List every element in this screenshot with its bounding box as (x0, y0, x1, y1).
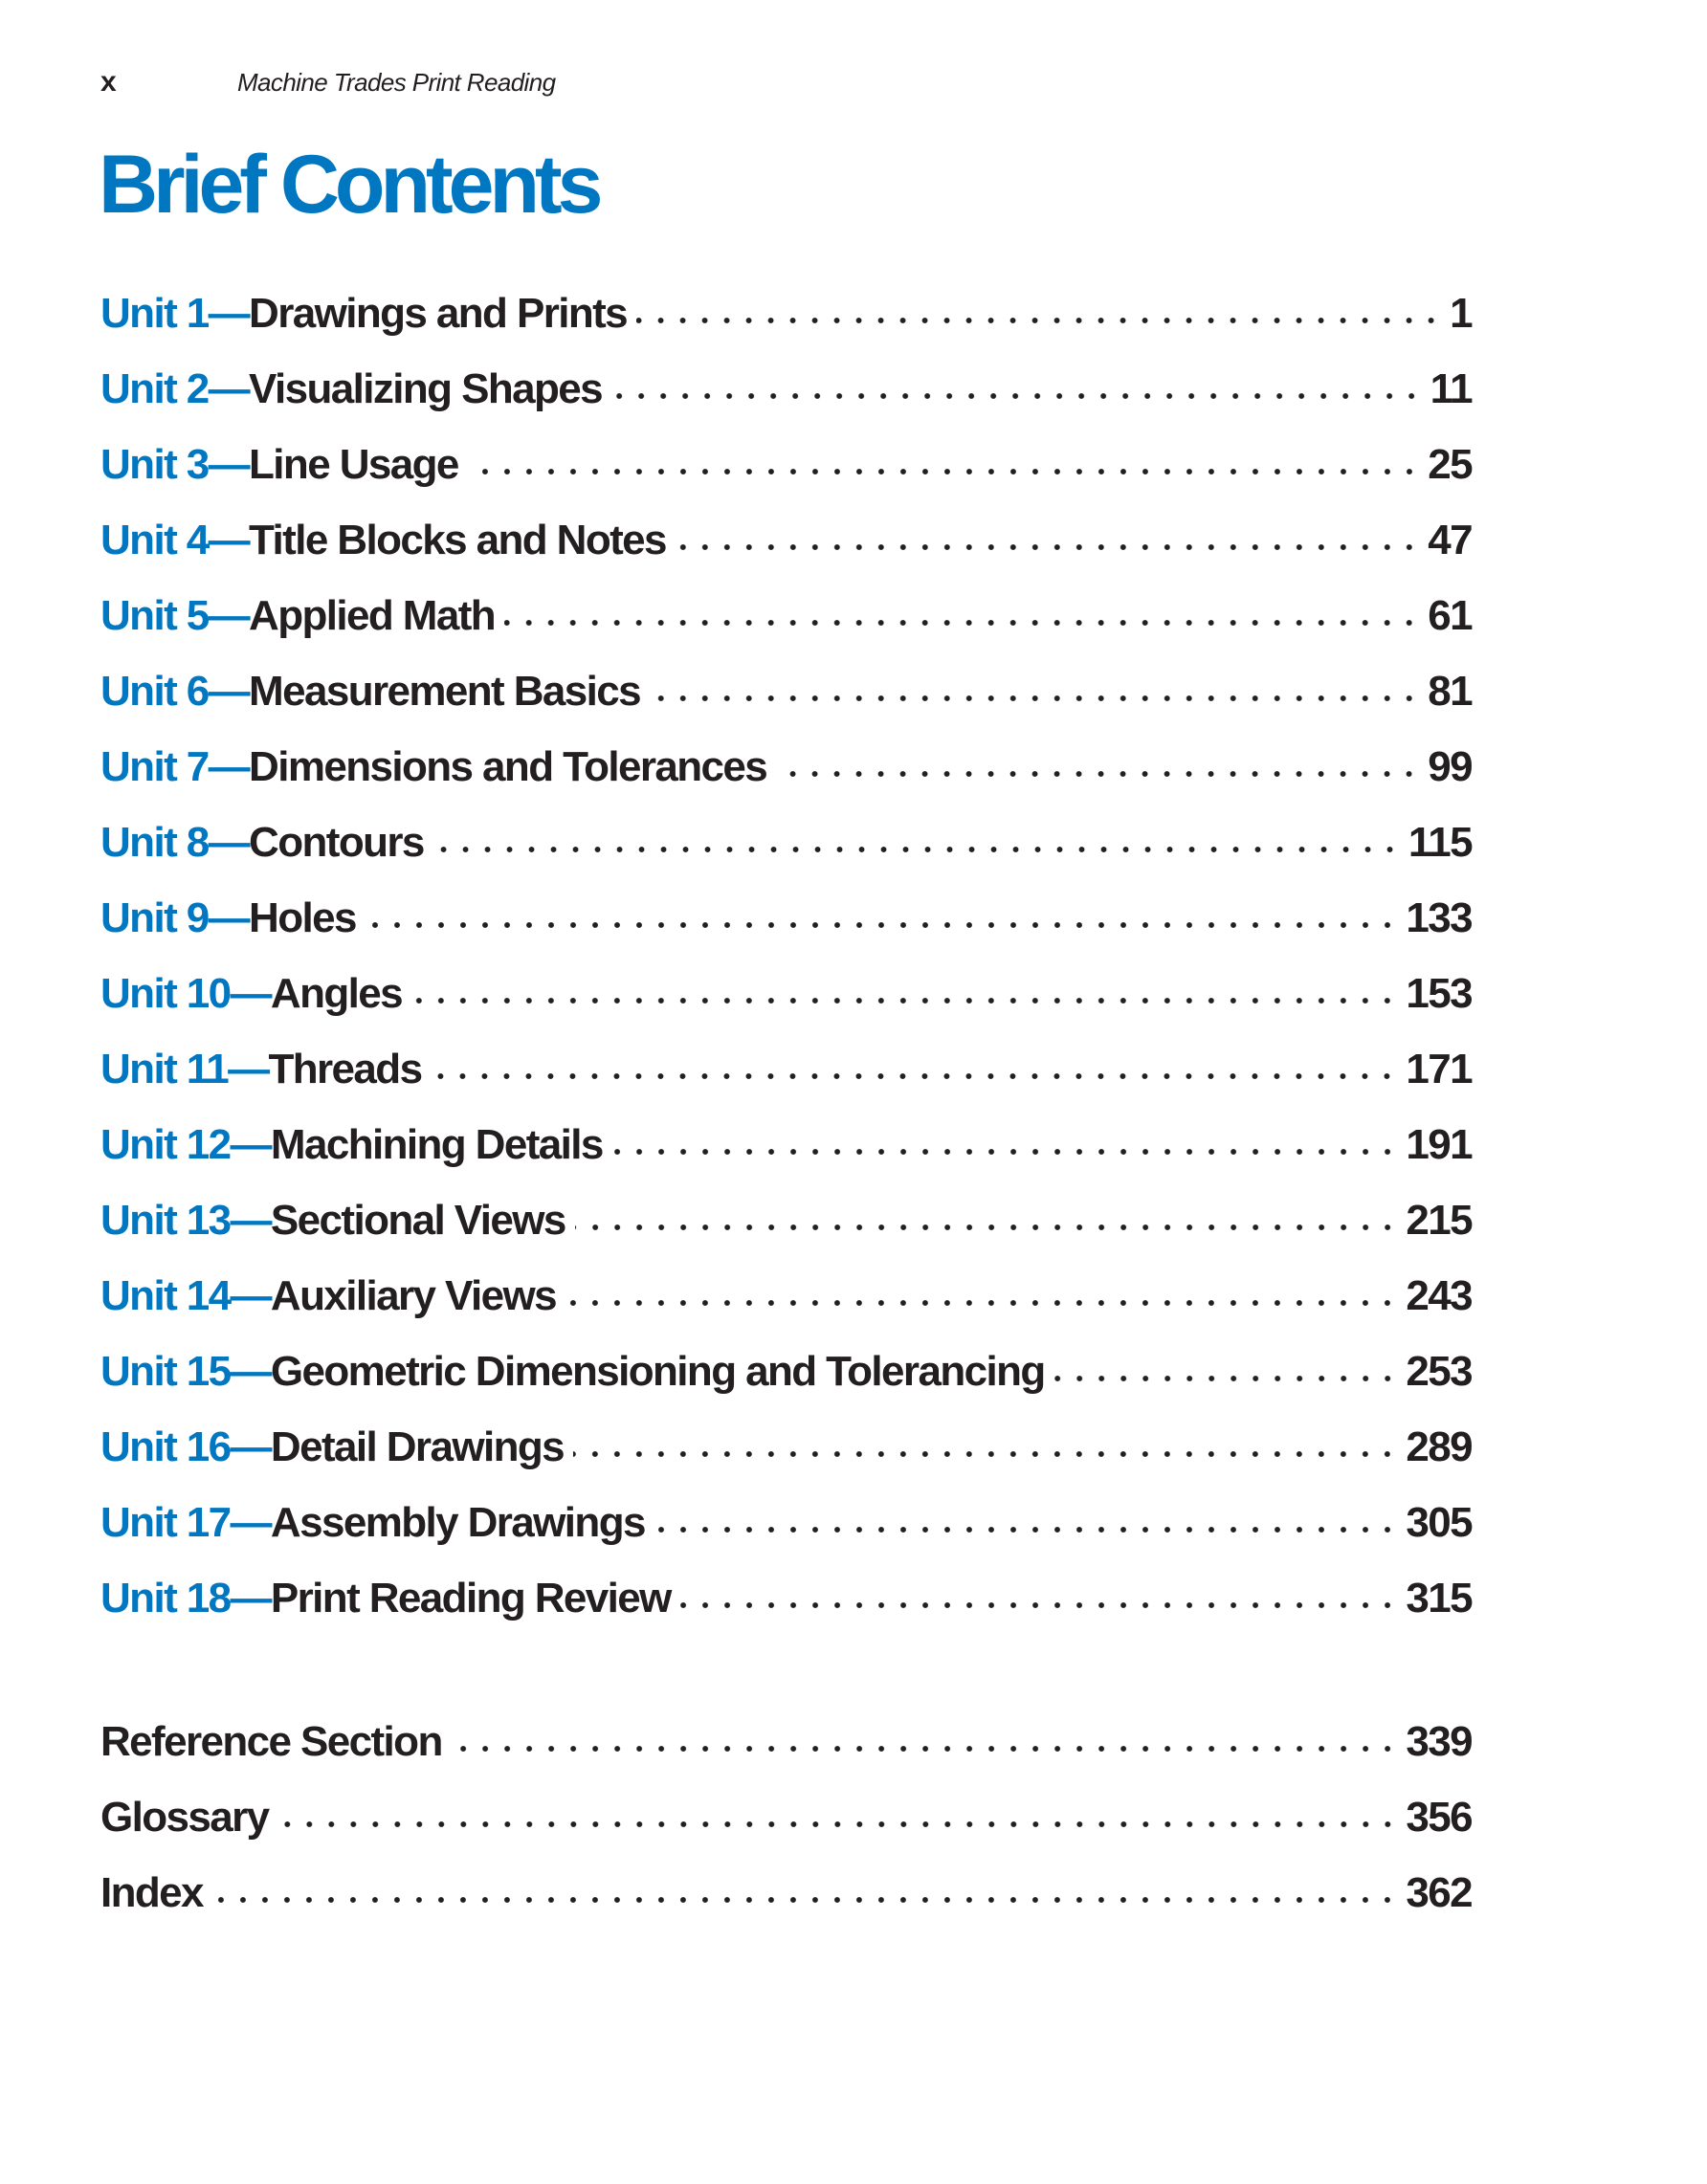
page-number: 11 (1430, 365, 1472, 412)
unit-number: Unit 8— (100, 819, 250, 866)
entry-title: Machining Details (270, 1121, 603, 1168)
unit-number: Unit 13— (100, 1197, 271, 1244)
unit-number: Unit 12— (100, 1121, 271, 1168)
toc-entry[interactable] (100, 1182, 1472, 1258)
entry-title: Detail Drawings (270, 1423, 564, 1470)
page-number: 356 (1406, 1794, 1472, 1841)
page-number: 305 (1406, 1499, 1472, 1546)
unit-number: Unit 9— (100, 894, 250, 941)
toc-entry[interactable] (100, 276, 1472, 351)
entry-title: Drawings and Prints (249, 290, 628, 337)
unit-number: Unit 1— (100, 290, 250, 337)
toc-entry[interactable] (100, 729, 1472, 805)
unit-number: Unit 2— (100, 365, 250, 412)
toc-entry[interactable] (100, 1560, 1472, 1636)
entry-title: Dimensions and Tolerances (249, 743, 767, 790)
toc-entry[interactable] (100, 1258, 1472, 1334)
toc-entry[interactable] (100, 427, 1472, 502)
entry-title: Holes (249, 894, 356, 941)
dot-leader (452, 1742, 1399, 1755)
dot-leader (212, 1893, 1398, 1907)
page-title: Brief Contents (99, 139, 599, 231)
unit-number: Unit 11— (100, 1046, 269, 1092)
page-folio: x (100, 66, 117, 98)
entry-title: Title Blocks and Notes (249, 517, 666, 563)
table-of-contents (100, 276, 1472, 1930)
entry-title: Contours (249, 819, 424, 866)
entry-title: Index (100, 1869, 203, 1916)
page-number: 153 (1406, 970, 1472, 1017)
page-number: 1 (1450, 290, 1472, 337)
toc-entry[interactable] (100, 351, 1472, 427)
toc-entry[interactable] (100, 1704, 1472, 1779)
dot-leader (776, 767, 1420, 781)
entry-title: Print Reading Review (270, 1575, 671, 1621)
toc-entry[interactable] (100, 578, 1472, 653)
page-number: 133 (1406, 894, 1472, 941)
page-number: 215 (1406, 1197, 1472, 1244)
toc-entry[interactable] (100, 1107, 1472, 1182)
dot-leader (504, 616, 1420, 629)
page-number: 191 (1406, 1121, 1472, 1168)
unit-number: Unit 18— (100, 1575, 271, 1621)
toc-entry[interactable] (100, 1855, 1472, 1930)
dot-leader (575, 1221, 1399, 1234)
page-number: 362 (1406, 1869, 1472, 1916)
entry-title: Visualizing Shapes (249, 365, 602, 412)
toc-entry[interactable] (100, 502, 1472, 578)
toc-entry[interactable] (100, 805, 1472, 880)
dot-leader (468, 465, 1420, 478)
unit-number: Unit 6— (100, 668, 250, 715)
unit-number: Unit 3— (100, 441, 250, 488)
running-head (100, 63, 555, 101)
page-number: 339 (1406, 1718, 1472, 1765)
book-title: Machine Trades Print Reading (237, 67, 556, 97)
dot-leader (611, 389, 1423, 403)
page-number: 25 (1428, 441, 1472, 488)
page-number: 115 (1408, 819, 1472, 866)
page-number: 289 (1406, 1423, 1472, 1470)
page-number: 253 (1406, 1348, 1472, 1395)
entry-title: Auxiliary Views (270, 1272, 556, 1319)
dot-leader (366, 918, 1399, 932)
dot-leader (654, 1523, 1399, 1536)
dot-leader (573, 1447, 1398, 1461)
entry-title: Line Usage (249, 441, 458, 488)
page-number: 47 (1428, 517, 1472, 563)
dot-leader (650, 692, 1420, 705)
dot-leader (636, 314, 1442, 327)
unit-number: Unit 5— (100, 592, 250, 639)
dot-leader (680, 1599, 1399, 1612)
dot-leader (565, 1296, 1398, 1310)
entry-title: Threads (268, 1046, 422, 1092)
dot-leader (676, 540, 1420, 554)
unit-number: Unit 17— (100, 1499, 271, 1546)
page-number: 171 (1406, 1046, 1472, 1092)
unit-number: Unit 15— (100, 1348, 271, 1395)
toc-entry[interactable] (100, 1031, 1472, 1107)
toc-entry[interactable] (100, 1409, 1472, 1485)
entry-title: Measurement Basics (249, 668, 640, 715)
toc-entry[interactable] (100, 653, 1472, 729)
entry-title: Reference Section (100, 1718, 442, 1765)
dot-leader (1054, 1372, 1399, 1385)
unit-number: Unit 7— (100, 743, 250, 790)
dot-leader (431, 1070, 1398, 1083)
unit-number: Unit 4— (100, 517, 250, 563)
entry-title: Geometric Dimensioning and Tolerancing (270, 1348, 1045, 1395)
page-number: 315 (1406, 1575, 1472, 1621)
entry-title: Glossary (100, 1794, 269, 1841)
page-number: 243 (1406, 1272, 1472, 1319)
dot-leader (278, 1818, 1399, 1831)
dot-leader (612, 1145, 1399, 1158)
entry-title: Assembly Drawings (270, 1499, 645, 1546)
page-number: 61 (1428, 592, 1472, 639)
entry-title: Sectional Views (270, 1197, 565, 1244)
unit-number: Unit 14— (100, 1272, 271, 1319)
toc-entry[interactable] (100, 956, 1472, 1031)
unit-number: Unit 10— (100, 970, 271, 1017)
entry-title: Applied Math (249, 592, 496, 639)
dot-leader (433, 843, 1401, 856)
toc-entry[interactable] (100, 1779, 1472, 1855)
dot-leader (411, 994, 1398, 1007)
entry-title: Angles (270, 970, 403, 1017)
toc-entry[interactable] (100, 1485, 1472, 1560)
page-number: 99 (1428, 743, 1472, 790)
unit-number: Unit 16— (100, 1423, 271, 1470)
toc-entry[interactable] (100, 880, 1472, 956)
toc-entry[interactable] (100, 1334, 1472, 1409)
page-number: 81 (1428, 668, 1472, 715)
